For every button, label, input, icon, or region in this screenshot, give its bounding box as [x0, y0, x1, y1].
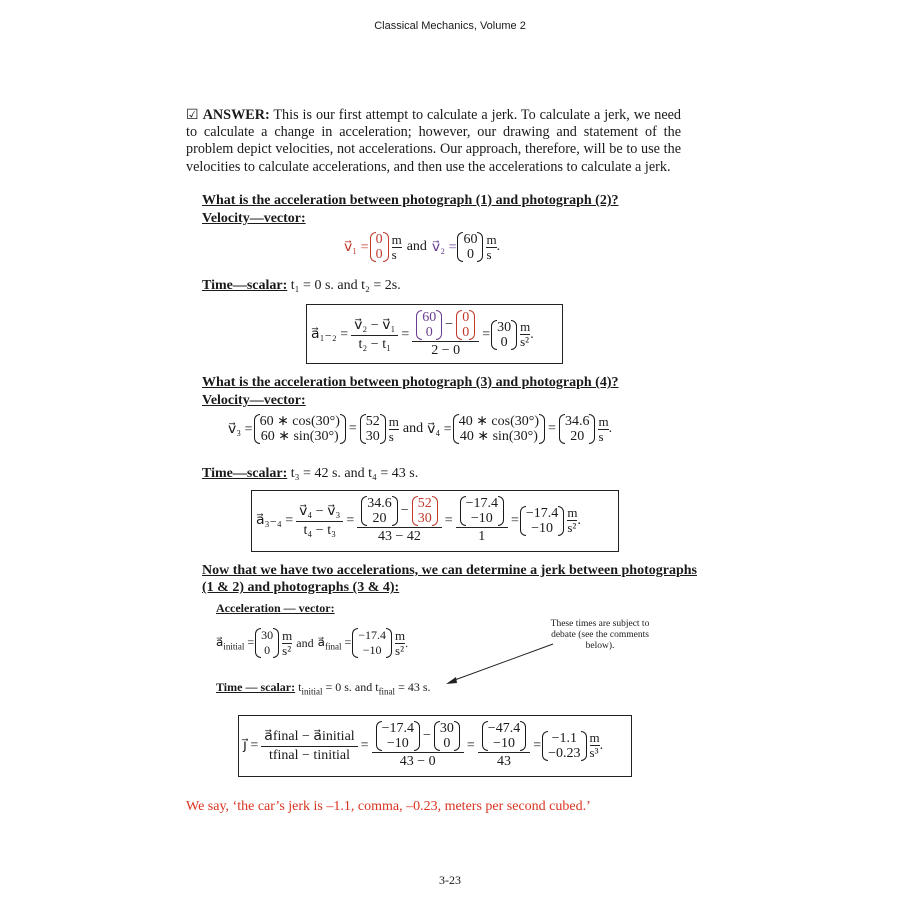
acceleration-box-1: a⃗₁₋₂ = $\frac{\text{v⃗₂ − v⃗₁}}{\text{t₂ − t₁}}$ = 60 0 − 0 0 2 − 0 = 30 0 m s² .: [306, 304, 563, 364]
jerk-box: j⃗ = $\frac{\text{a⃗final − a⃗initial}}{\text{tfinal − tinitial}}$ = −17.4 −10 − 30 0 43 − 0 = −47.4 −10 43 = −1.1 −0.23 m s³ .: [238, 715, 632, 777]
time-line-1: Time—scalar: t₁ = 0 s. and t₂ = 2s.: [202, 278, 401, 293]
v1-label: v⃗₁ =: [344, 239, 369, 255]
acceleration-equation: $a⃗_{initial}$ = 30 0 m s² and $a⃗_{final}$ = −17.4 −10 m s² .: [216, 627, 409, 658]
question-2: What is the acceleration between photograph (3) and photograph (4)?: [202, 375, 619, 390]
a34-result: −17.4 −10: [520, 506, 564, 536]
checkbox-icon: ☑: [186, 107, 199, 123]
acceleration-box-2: a⃗₃₋₄ = $\frac{\text{v⃗₄ − v⃗₃}}{\text{t₄ − t₃}}$ = 34.6 20 − 52 30 43 − 42 = −17.4 −10 1 = −17.4 −10 m s² .: [251, 490, 619, 552]
jerk-heading-line2: (1 & 2) and photographs (3 & 4):: [202, 580, 400, 595]
acceleration-label: Acceleration — vector:: [216, 601, 335, 615]
jerk-heading-line1: Now that we have two accelerations, we can determine a jerk between photographs: [202, 563, 697, 578]
velocity-label-2: Velocity—vector:: [202, 393, 306, 408]
v2-vector: 60 0: [457, 232, 483, 262]
answer-text: This is our first attempt to calculate a jerk. To calculate a jerk, we need to calculate a change in acceleration; however, our drawing and statement of the problem depict velocities, not accelerations. Our approach, therefore, will be to use the velocities to calculate accelerations, and then use the accelerations to calculate a jerk.: [186, 107, 682, 175]
time-line-2: Time—scalar: t₃ = 42 s. and t₄ = 43 s.: [202, 466, 419, 481]
jerk-result: −1.1 −0.23: [542, 731, 586, 761]
velocity-equation-1: v⃗₁ = 0 0 m s and v⃗₂ = 60 0 m s .: [344, 231, 501, 262]
velocity-label-1: Velocity—vector:: [202, 211, 306, 226]
running-header: Classical Mechanics, Volume 2: [374, 20, 526, 32]
v1-vector: 0 0: [370, 232, 389, 262]
answer-paragraph: [186, 107, 681, 176]
velocity-equation-2: v⃗₃ = 60 ∗ cos(30°) 60 ∗ sin(30°) = 52 30 m s and v⃗₄ = 40 ∗ cos(30°) 40 ∗ sin(30°) = 34.6 20 m s .: [228, 413, 613, 444]
v2-label: v⃗₂ =: [431, 239, 457, 255]
debate-note: These times are subject to debate (see the comments below).: [550, 619, 650, 651]
arrow-icon: [440, 640, 560, 690]
page-number: 3-23: [439, 873, 461, 887]
a12-result: 30 0: [491, 320, 517, 350]
answer-label: ANSWER:: [202, 107, 270, 123]
conclusion-text: We say, ‘the car’s jerk is –1.1, comma, –0.23, meters per second cubed.’: [186, 799, 591, 814]
time-line-3: Time — scalar: $t_{initial} = 0$ s. and $t_{final} = 43$ s.: [216, 680, 431, 697]
question-1: What is the acceleration between photograph (1) and photograph (2)?: [202, 193, 619, 208]
